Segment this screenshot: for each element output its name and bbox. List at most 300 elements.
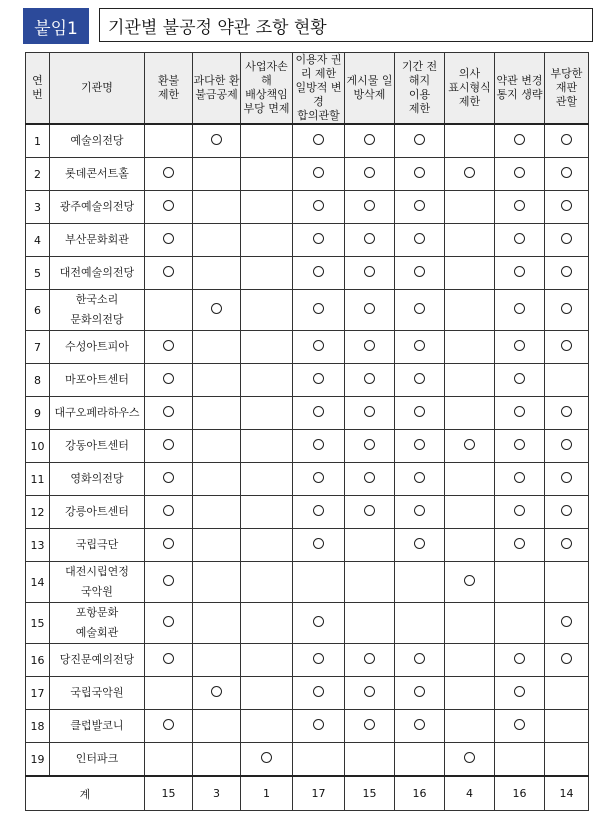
clause-cell [545, 529, 589, 562]
clause-cell [495, 191, 545, 224]
circle-mark-icon [514, 538, 525, 549]
clause-cell [545, 463, 589, 496]
clause-cell [345, 191, 395, 224]
clause-cell [395, 364, 445, 397]
clause-cell [145, 397, 193, 430]
circle-mark-icon [561, 505, 572, 516]
circle-mark-icon [561, 167, 572, 178]
circle-mark-icon [414, 200, 425, 211]
table-row [26, 158, 589, 191]
clause-cell [241, 331, 293, 364]
clause-cell [293, 603, 345, 644]
institution-name: 수성아트피아 [50, 331, 145, 364]
clause-cell [395, 124, 445, 158]
institution-name: 국립극단 [50, 529, 145, 562]
row-number: 15 [26, 603, 50, 644]
clause-cell [495, 290, 545, 331]
clause-cell [495, 743, 545, 777]
clause-cell [145, 158, 193, 191]
clause-cell [545, 562, 589, 603]
institution-name: 롯데콘서트홀 [50, 158, 145, 191]
circle-mark-icon [364, 472, 375, 483]
institution-name: 부산문화회관 [50, 224, 145, 257]
clause-cell [495, 430, 545, 463]
clause-cell [193, 397, 241, 430]
circle-mark-icon [313, 200, 324, 211]
table-row [26, 463, 589, 496]
clause-cell [193, 430, 241, 463]
circle-mark-icon [464, 439, 475, 450]
clause-cell [241, 124, 293, 158]
circle-mark-icon [464, 167, 475, 178]
clause-cell [145, 191, 193, 224]
total-count: 3 [193, 776, 241, 811]
institution-name: 클럽발코니 [50, 710, 145, 743]
clause-cell [241, 364, 293, 397]
clause-cell [193, 364, 241, 397]
circle-mark-icon [414, 686, 425, 697]
clause-cell [395, 496, 445, 529]
clause-cell [395, 644, 445, 677]
clause-cell [345, 124, 395, 158]
clause-cell [345, 430, 395, 463]
total-row [26, 776, 589, 811]
circle-mark-icon [514, 439, 525, 450]
circle-mark-icon [163, 472, 174, 483]
circle-mark-icon [414, 406, 425, 417]
circle-mark-icon [261, 752, 272, 763]
circle-mark-icon [313, 303, 324, 314]
total-count: 16 [395, 776, 445, 811]
table-row [26, 331, 589, 364]
clause-cell [145, 496, 193, 529]
clause-cell [445, 331, 495, 364]
row-number: 14 [26, 562, 50, 603]
clause-cell [145, 463, 193, 496]
clause-cell [345, 158, 395, 191]
circle-mark-icon [313, 340, 324, 351]
clause-cell [495, 158, 545, 191]
clause-cell [345, 463, 395, 496]
table-row [26, 529, 589, 562]
clause-cell [145, 562, 193, 603]
circle-mark-icon [163, 340, 174, 351]
clause-cell [345, 743, 395, 777]
clause-cell [193, 257, 241, 290]
institution-name: 예술의전당 [50, 124, 145, 158]
circle-mark-icon [364, 200, 375, 211]
institution-name: 당진문예의전당 [50, 644, 145, 677]
clause-cell [395, 257, 445, 290]
circle-mark-icon [364, 167, 375, 178]
circle-mark-icon [364, 686, 375, 697]
circle-mark-icon [414, 134, 425, 145]
total-count: 17 [293, 776, 345, 811]
clause-cell [241, 397, 293, 430]
row-number: 13 [26, 529, 50, 562]
clause-cell [345, 224, 395, 257]
total-count: 4 [445, 776, 495, 811]
table-row [26, 191, 589, 224]
clause-cell [293, 710, 345, 743]
circle-mark-icon [561, 134, 572, 145]
clause-cell [241, 290, 293, 331]
table-row [26, 257, 589, 290]
clause-cell [345, 364, 395, 397]
clause-cell [395, 710, 445, 743]
circle-mark-icon [163, 653, 174, 664]
circle-mark-icon [163, 373, 174, 384]
clause-cell [345, 644, 395, 677]
circle-mark-icon [364, 406, 375, 417]
circle-mark-icon [313, 266, 324, 277]
circle-mark-icon [561, 233, 572, 244]
clause-cell [241, 496, 293, 529]
clause-cell [241, 562, 293, 603]
table-row [26, 603, 589, 644]
circle-mark-icon [464, 752, 475, 763]
page-title: 기관별 불공정 약관 조항 현황 [99, 8, 593, 42]
circle-mark-icon [364, 303, 375, 314]
clause-cell [495, 331, 545, 364]
institution-name: 강릉아트센터 [50, 496, 145, 529]
circle-mark-icon [414, 340, 425, 351]
clause-cell [495, 562, 545, 603]
column-header: 환불 제한 [145, 53, 193, 125]
clause-cell [495, 710, 545, 743]
clause-cell [445, 257, 495, 290]
clause-cell [545, 364, 589, 397]
clause-cell [193, 529, 241, 562]
table-row [26, 430, 589, 463]
clause-cell [545, 710, 589, 743]
clause-cell [395, 191, 445, 224]
clause-cell [241, 743, 293, 777]
clause-cell [293, 397, 345, 430]
total-count: 15 [145, 776, 193, 811]
circle-mark-icon [163, 406, 174, 417]
total-count: 16 [495, 776, 545, 811]
clause-cell [495, 364, 545, 397]
clause-cell [545, 224, 589, 257]
clause-cell [395, 331, 445, 364]
circle-mark-icon [514, 505, 525, 516]
clause-cell [293, 191, 345, 224]
institution-name: 인터파크 [50, 743, 145, 777]
clause-cell [545, 496, 589, 529]
row-number: 7 [26, 331, 50, 364]
total-count: 14 [545, 776, 589, 811]
clause-cell [495, 463, 545, 496]
clause-cell [445, 158, 495, 191]
clause-cell [145, 430, 193, 463]
institution-name: 대구오페라하우스 [50, 397, 145, 430]
circle-mark-icon [313, 505, 324, 516]
clause-cell [293, 331, 345, 364]
circle-mark-icon [364, 340, 375, 351]
circle-mark-icon [163, 439, 174, 450]
institution-name: 포항문화 예술회관 [50, 603, 145, 644]
clause-cell [495, 397, 545, 430]
institution-name: 마포아트센터 [50, 364, 145, 397]
circle-mark-icon [514, 686, 525, 697]
clause-cell [445, 463, 495, 496]
clause-cell [545, 644, 589, 677]
clause-cell [395, 397, 445, 430]
circle-mark-icon [514, 653, 525, 664]
circle-mark-icon [514, 472, 525, 483]
clause-cell [193, 562, 241, 603]
clause-cell [395, 290, 445, 331]
clause-cell [241, 224, 293, 257]
institution-clause-table [25, 52, 589, 811]
clause-cell [145, 529, 193, 562]
clause-cell [241, 529, 293, 562]
circle-mark-icon [514, 340, 525, 351]
table-row [26, 124, 589, 158]
clause-cell [395, 224, 445, 257]
circle-mark-icon [163, 167, 174, 178]
circle-mark-icon [163, 538, 174, 549]
clause-cell [445, 603, 495, 644]
clause-cell [193, 124, 241, 158]
row-number: 3 [26, 191, 50, 224]
circle-mark-icon [313, 233, 324, 244]
clause-cell [241, 677, 293, 710]
row-number: 4 [26, 224, 50, 257]
clause-cell [495, 257, 545, 290]
circle-mark-icon [313, 167, 324, 178]
clause-cell [241, 463, 293, 496]
circle-mark-icon [414, 266, 425, 277]
table-header-row [26, 53, 589, 125]
clause-cell [345, 529, 395, 562]
clause-cell [345, 331, 395, 364]
clause-cell [241, 430, 293, 463]
clause-cell [495, 529, 545, 562]
row-number: 18 [26, 710, 50, 743]
table-row [26, 677, 589, 710]
column-header: 연 번 [26, 53, 50, 125]
clause-cell [293, 496, 345, 529]
clause-cell [193, 644, 241, 677]
clause-cell [241, 603, 293, 644]
table-row [26, 397, 589, 430]
circle-mark-icon [514, 373, 525, 384]
clause-cell [395, 562, 445, 603]
table-row [26, 224, 589, 257]
circle-mark-icon [561, 340, 572, 351]
circle-mark-icon [313, 134, 324, 145]
clause-cell [545, 743, 589, 777]
circle-mark-icon [163, 505, 174, 516]
clause-cell [395, 463, 445, 496]
clause-cell [445, 710, 495, 743]
circle-mark-icon [163, 200, 174, 211]
clause-cell [241, 710, 293, 743]
circle-mark-icon [514, 303, 525, 314]
circle-mark-icon [313, 653, 324, 664]
header [23, 8, 593, 44]
clause-cell [293, 224, 345, 257]
clause-cell [545, 677, 589, 710]
clause-cell [293, 290, 345, 331]
institution-name: 국립국악원 [50, 677, 145, 710]
clause-cell [193, 224, 241, 257]
circle-mark-icon [414, 167, 425, 178]
clause-cell [345, 397, 395, 430]
circle-mark-icon [514, 266, 525, 277]
clause-cell [145, 124, 193, 158]
clause-cell [193, 496, 241, 529]
circle-mark-icon [561, 538, 572, 549]
clause-cell [241, 158, 293, 191]
clause-cell [193, 677, 241, 710]
table-row [26, 644, 589, 677]
circle-mark-icon [163, 266, 174, 277]
clause-cell [345, 562, 395, 603]
clause-cell [445, 224, 495, 257]
institution-name: 대전시립연정 국악원 [50, 562, 145, 603]
clause-cell [545, 397, 589, 430]
clause-cell [545, 290, 589, 331]
row-number: 6 [26, 290, 50, 331]
clause-cell [495, 124, 545, 158]
institution-name: 한국소리 문화의전당 [50, 290, 145, 331]
clause-cell [345, 257, 395, 290]
clause-cell [241, 191, 293, 224]
circle-mark-icon [313, 616, 324, 627]
clause-cell [345, 710, 395, 743]
clause-cell [545, 191, 589, 224]
circle-mark-icon [561, 303, 572, 314]
clause-cell [193, 743, 241, 777]
total-count: 1 [241, 776, 293, 811]
clause-cell [293, 743, 345, 777]
clause-cell [293, 430, 345, 463]
clause-cell [145, 364, 193, 397]
clause-cell [495, 644, 545, 677]
circle-mark-icon [414, 538, 425, 549]
clause-cell [545, 603, 589, 644]
row-number: 5 [26, 257, 50, 290]
clause-cell [345, 290, 395, 331]
clause-cell [545, 331, 589, 364]
clause-cell [145, 290, 193, 331]
clause-cell [145, 603, 193, 644]
clause-cell [145, 224, 193, 257]
clause-cell [445, 743, 495, 777]
clause-cell [293, 364, 345, 397]
row-number: 9 [26, 397, 50, 430]
clause-cell [145, 743, 193, 777]
column-header: 기간 전 해지 이용 제한 [395, 53, 445, 125]
circle-mark-icon [313, 719, 324, 730]
circle-mark-icon [414, 233, 425, 244]
circle-mark-icon [514, 200, 525, 211]
circle-mark-icon [514, 406, 525, 417]
clause-cell [193, 331, 241, 364]
circle-mark-icon [561, 653, 572, 664]
circle-mark-icon [364, 134, 375, 145]
circle-mark-icon [561, 266, 572, 277]
clause-cell [545, 124, 589, 158]
circle-mark-icon [163, 616, 174, 627]
clause-cell [345, 496, 395, 529]
institution-name: 광주예술의전당 [50, 191, 145, 224]
clause-cell [293, 257, 345, 290]
circle-mark-icon [163, 233, 174, 244]
clause-cell [395, 529, 445, 562]
clause-cell [241, 644, 293, 677]
total-label: 계 [26, 776, 145, 811]
clause-cell [241, 257, 293, 290]
clause-cell [545, 257, 589, 290]
circle-mark-icon [211, 134, 222, 145]
row-number: 2 [26, 158, 50, 191]
clause-cell [145, 257, 193, 290]
clause-cell [293, 463, 345, 496]
circle-mark-icon [313, 406, 324, 417]
clause-cell [395, 677, 445, 710]
clause-cell [445, 529, 495, 562]
circle-mark-icon [414, 373, 425, 384]
circle-mark-icon [313, 538, 324, 549]
circle-mark-icon [364, 505, 375, 516]
clause-cell [193, 191, 241, 224]
clause-cell [193, 710, 241, 743]
circle-mark-icon [313, 472, 324, 483]
circle-mark-icon [561, 472, 572, 483]
clause-cell [445, 290, 495, 331]
clause-cell [395, 430, 445, 463]
institution-name: 대전예술의전당 [50, 257, 145, 290]
column-header: 기관명 [50, 53, 145, 125]
clause-cell [193, 290, 241, 331]
circle-mark-icon [364, 233, 375, 244]
clause-cell [145, 644, 193, 677]
clause-cell [445, 496, 495, 529]
circle-mark-icon [364, 719, 375, 730]
circle-mark-icon [414, 472, 425, 483]
column-header: 과다한 환 불금공제 [193, 53, 241, 125]
row-number: 19 [26, 743, 50, 777]
circle-mark-icon [561, 200, 572, 211]
table-row [26, 496, 589, 529]
circle-mark-icon [364, 266, 375, 277]
row-number: 11 [26, 463, 50, 496]
clause-cell [293, 677, 345, 710]
attachment-tag: 붙임1 [23, 8, 89, 44]
table-row [26, 290, 589, 331]
circle-mark-icon [414, 719, 425, 730]
circle-mark-icon [163, 575, 174, 586]
row-number: 16 [26, 644, 50, 677]
clause-cell [193, 603, 241, 644]
column-header: 의사 표시형식 제한 [445, 53, 495, 125]
clause-cell [495, 677, 545, 710]
circle-mark-icon [561, 616, 572, 627]
clause-cell [445, 397, 495, 430]
clause-cell [395, 603, 445, 644]
clause-cell [545, 430, 589, 463]
clause-cell [145, 331, 193, 364]
clause-cell [193, 463, 241, 496]
clause-cell [293, 158, 345, 191]
clause-cell [293, 562, 345, 603]
total-count: 15 [345, 776, 395, 811]
circle-mark-icon [414, 653, 425, 664]
